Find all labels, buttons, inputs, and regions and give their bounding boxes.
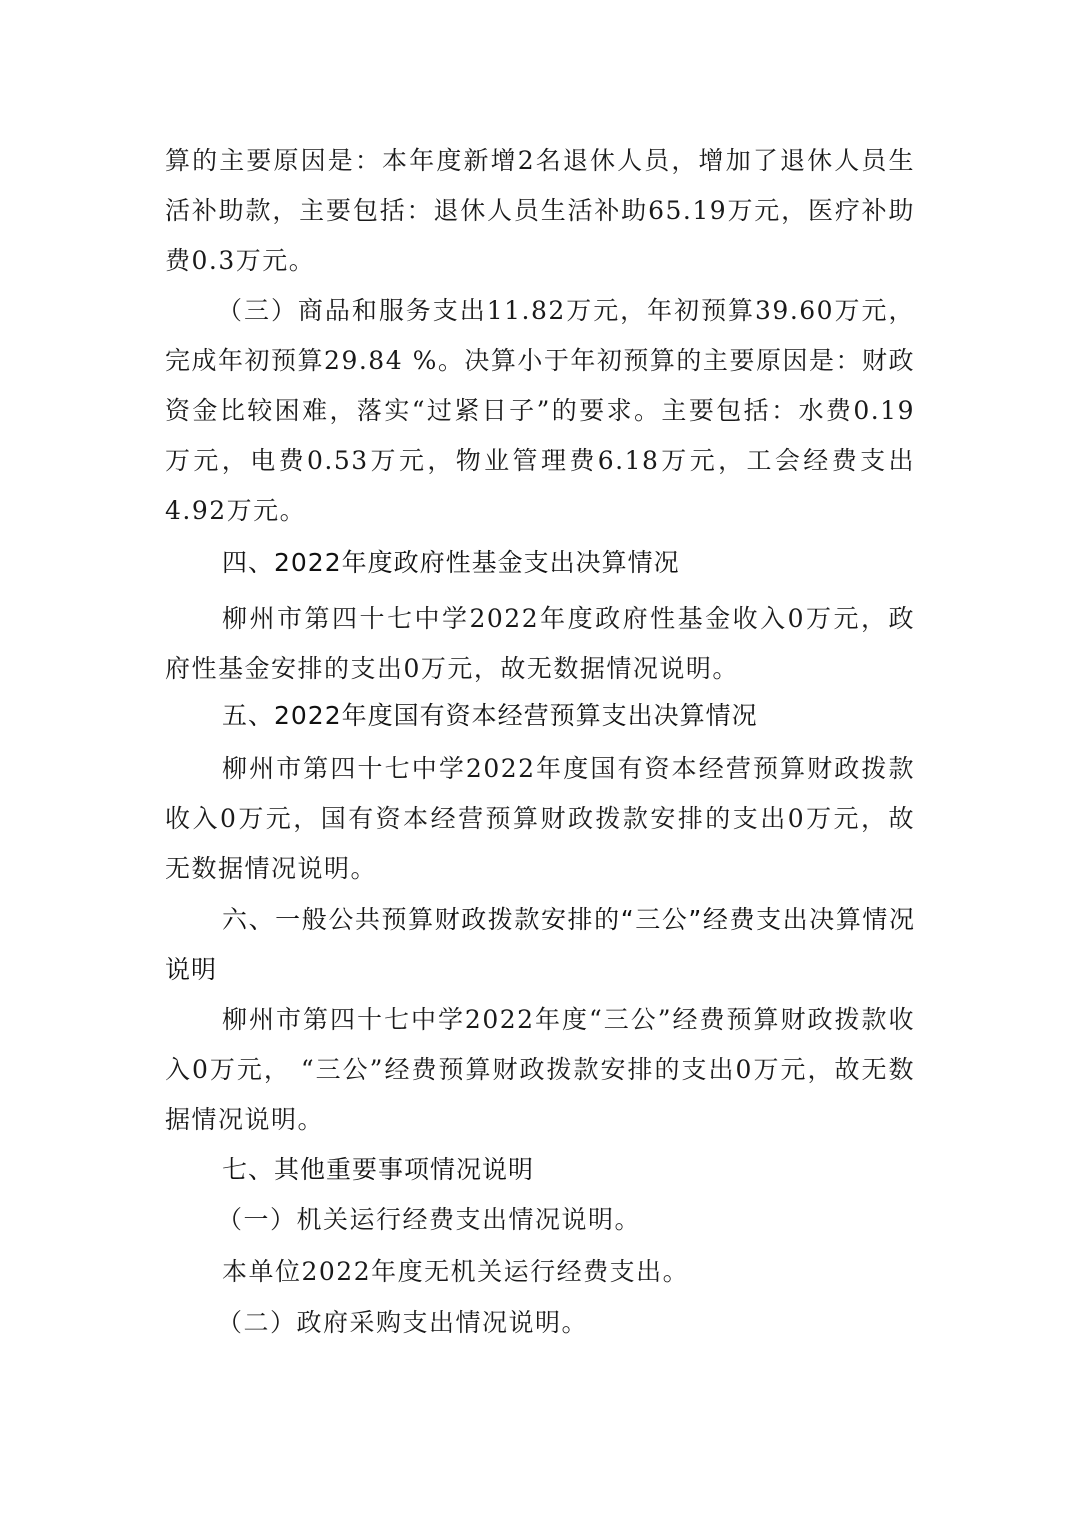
heading-section-4: 四、2022年度政府性基金支出决算情况: [222, 548, 680, 577]
paragraph-government-fund: 柳州市第四十七中学2022年度政府性基金收入0万元，政府性基金安排的支出0万元，故无数据情况说明。: [165, 604, 915, 683]
heading-section-5: 五、2022年度国有资本经营预算支出决算情况: [222, 701, 758, 730]
heading-section-7: 七、其他重要事项情况说明: [222, 1155, 535, 1184]
subheading-operating-expenses: （一）机关运行经费支出情况说明。: [217, 1205, 642, 1234]
paragraph-state-capital: 柳州市第四十七中学2022年度国有资本经营预算财政拨款收入0万元，国有资本经营预算财政拨款安排的支出0万元，故无数据情况说明。: [165, 754, 915, 883]
paragraph-retiree-subsidy-continued: 算的主要原因是：本年度新增2名退休人员，增加了退休人员生活补助款，主要包括：退休人员生活补助65.19万元，医疗补助费0.3万元。: [165, 146, 915, 275]
paragraph-three-public-expenses: 柳州市第四十七中学2022年度“三公”经费预算财政拨款收入0万元， “三公”经费预算财政拨款安排的支出0万元，故无数据情况说明。: [165, 1005, 915, 1134]
paragraph-goods-services-expense: （三）商品和服务支出11.82万元，年初预算39.60万元，完成年初预算29.84 %。决算小于年初预算的主要原因是：财政资金比较困难，落实“过紧日子”的要求。主要包括：水费0.19万元，电费0.53万元，物业管理费6.18万元，工会经费支出4.92万元。: [165, 296, 915, 525]
subheading-government-procurement: （二）政府采购支出情况说明。: [217, 1308, 589, 1337]
paragraph-no-operating-expenses: 本单位2022年度无机关运行经费支出。: [222, 1257, 690, 1286]
heading-section-6: 六、一般公共预算财政拨款安排的“三公”经费支出决算情况说明: [165, 905, 915, 984]
